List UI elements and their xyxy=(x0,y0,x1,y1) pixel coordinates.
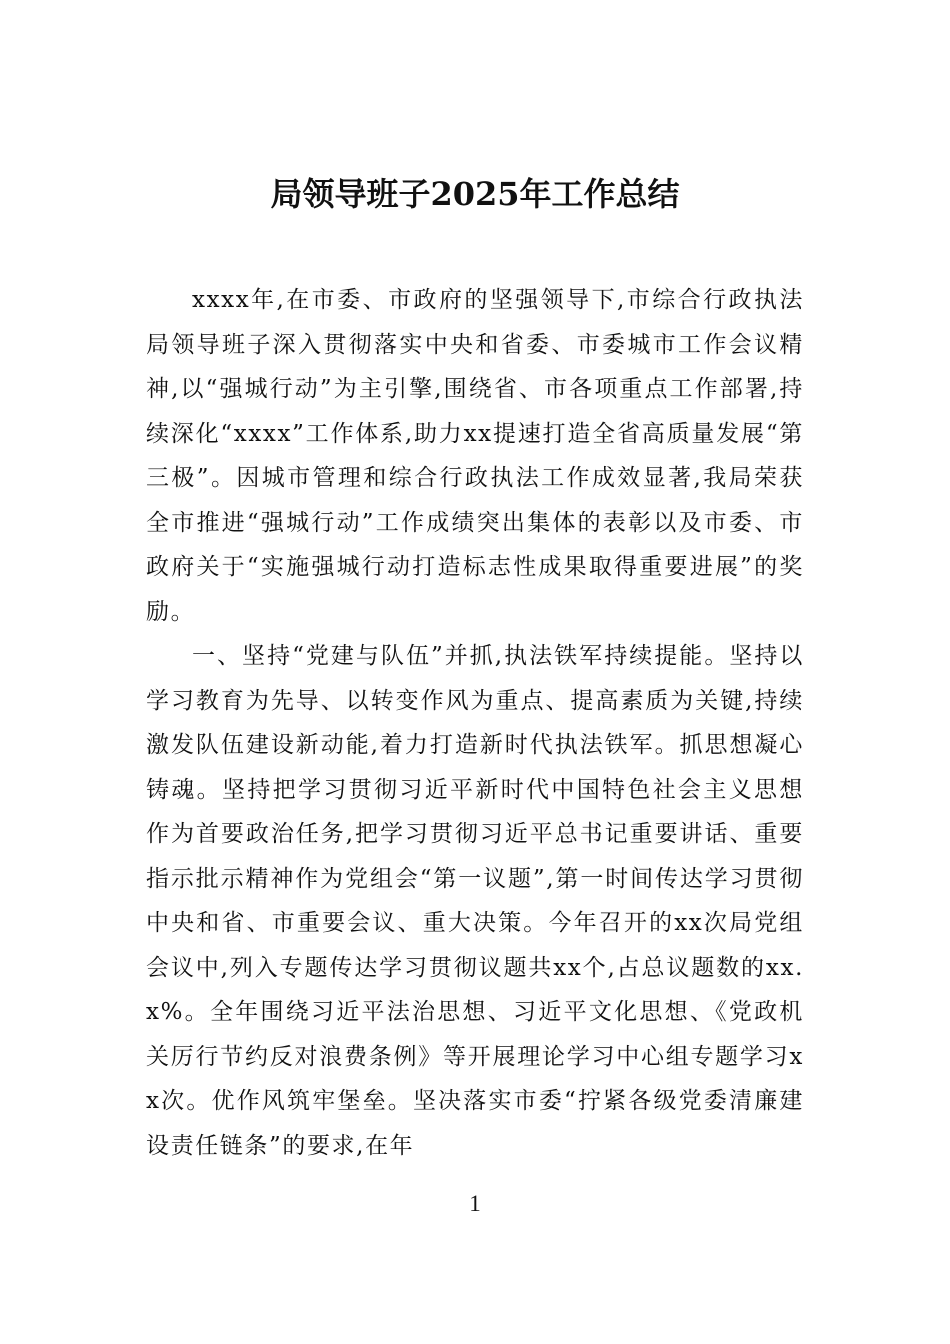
paragraph-section-one: 一、坚持“党建与队伍”并抓,执法铁军持续提能。坚持以学习教育为先导、以转变作风为重点、提高素质为关键,持续激发队伍建设新动能,着力打造新时代执法铁军。抓思想凝心铸魂。坚持把学习贯彻习近平新时代中国特色社会主义思想作为首要政治任务,把学习贯彻习近平总书记重要讲话、重要指示批示精神作为党组会“第一议题”,第一时间传达学习贯彻中央和省、市重要会议、重大决策。今年召开的xx次局党组会议中,列入专题传达学习贯彻议题共xx个,占总议题数的xx.x%。全年围绕习近平法治思想、习近平文化思想、《党政机关厉行节约反对浪费条例》等开展理论学习中心组专题学习xx次。优作风筑牢堡垒。坚决落实市委“拧紧各级党委清廉建设责任链条”的要求,在年 xyxy=(146,643,804,1159)
paragraph-intro: xxxx年,在市委、市政府的坚强领导下,市综合行政执法局领导班子深入贯彻落实中央和省委、市委城市工作会议精神,以“强城行动”为主引擎,围绕省、市各项重点工作部署,持续深化“xxxx”工作体系,助力xx提速打造全省高质量发展“第三极”。因城市管理和综合行政执法工作成效显著,我局荣获全市推进“强城行动”工作成绩突出集体的表彰以及市委、市政府关于“实施强城行动打造标志性成果取得重要进展”的奖励。 xyxy=(146,287,804,625)
document-body xyxy=(146,278,804,1168)
page-number: 1 xyxy=(469,1191,481,1216)
document-title: 局领导班子2025年工作总结 xyxy=(270,175,680,213)
